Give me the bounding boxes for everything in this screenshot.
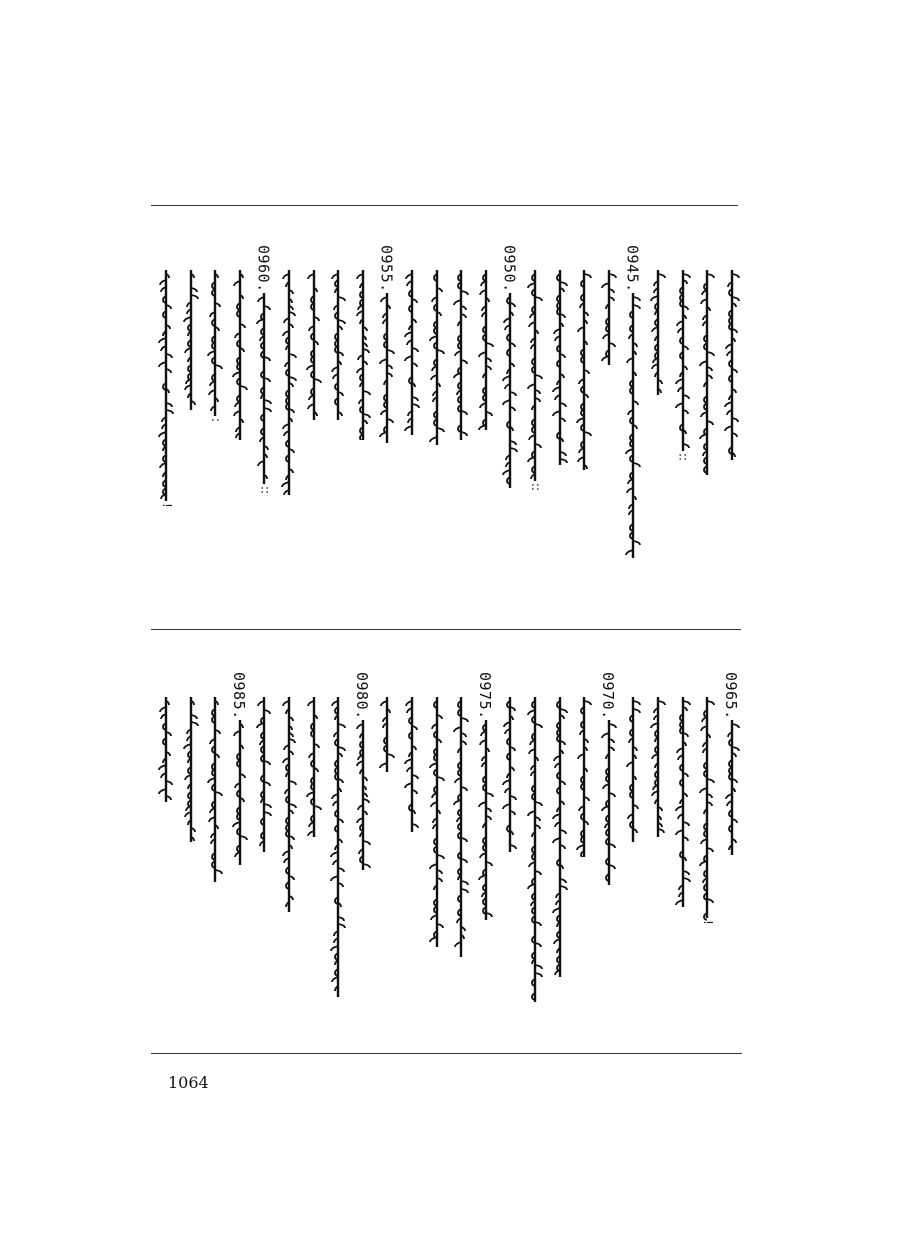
mongolian-script-line (526, 697, 544, 1002)
verse-line (694, 652, 720, 1022)
line-number: 0965. (721, 672, 740, 720)
verse-line (719, 225, 745, 605)
mongolian-script-line (231, 720, 249, 865)
verse-line (202, 652, 228, 1022)
lower-text-block (151, 652, 741, 1022)
verse-line (522, 225, 548, 605)
mongolian-script-line (403, 697, 421, 832)
verse-line (620, 652, 646, 1022)
middle-rule (151, 629, 741, 630)
mongolian-script-line (378, 697, 396, 772)
mongolian-script-line (329, 697, 347, 997)
verse-line (473, 225, 499, 605)
verse-line (670, 225, 696, 605)
punctuation-mark: ! (160, 503, 174, 508)
mongolian-script-line (452, 270, 470, 440)
mongolian-script-line (206, 697, 224, 882)
verse-line (547, 652, 573, 1022)
verse-line (694, 225, 720, 605)
verse-line (374, 225, 400, 605)
punctuation-mark: ! (701, 920, 716, 925)
mongolian-script-line (403, 270, 421, 435)
verse-line (251, 225, 277, 605)
mongolian-script-line (600, 270, 618, 365)
mongolian-script-line (674, 270, 692, 465)
mongolian-script-line (649, 270, 667, 395)
mongolian-script-line (354, 270, 372, 440)
mongolian-script-line (255, 293, 273, 498)
mongolian-script-line (182, 270, 200, 410)
line-number: 0960. (254, 245, 273, 293)
verse-line (325, 652, 351, 1022)
verse-line (399, 652, 425, 1022)
mongolian-script-line (378, 293, 396, 443)
line-number: 0950. (500, 245, 519, 293)
punctuation-mark: :: (676, 453, 691, 462)
mongolian-script-line (354, 720, 372, 870)
verse-line (424, 225, 450, 605)
punctuation-mark: :: (529, 483, 543, 492)
mongolian-script-line (649, 697, 667, 837)
mongolian-script-line (526, 270, 544, 495)
verse-line (497, 652, 523, 1022)
mongolian-script-line (575, 270, 593, 470)
mongolian-script-line (698, 270, 716, 475)
verse-line (276, 652, 302, 1022)
verse-line (547, 225, 573, 605)
verse-line (325, 225, 351, 605)
mongolian-script-line (723, 270, 741, 460)
line-number: 0975. (475, 672, 494, 720)
verse-line (596, 652, 622, 1022)
line-number: 0970. (598, 672, 617, 720)
top-rule (151, 205, 738, 206)
verse-line (251, 652, 277, 1022)
mongolian-script-line (477, 720, 495, 920)
mongolian-script-line (551, 697, 569, 977)
mongolian-script-line (329, 270, 347, 420)
mongolian-script-line (280, 697, 298, 912)
mongolian-script-line (551, 270, 569, 465)
mongolian-script-line (428, 697, 446, 947)
bottom-rule (151, 1053, 742, 1054)
line-number: 0985. (229, 672, 248, 720)
mongolian-script-line (182, 697, 200, 842)
verse-line (350, 225, 376, 605)
verse-line (645, 225, 671, 605)
mongolian-script-line (157, 697, 175, 802)
mongolian-script-line (255, 697, 273, 852)
verse-line (424, 652, 450, 1022)
verse-line (448, 652, 474, 1022)
mongolian-script-line (698, 697, 716, 932)
upper-text-block (151, 225, 741, 605)
verse-line (497, 225, 523, 605)
verse-line (719, 652, 745, 1022)
verse-line (374, 652, 400, 1022)
mongolian-script-line (452, 697, 470, 957)
verse-line (350, 652, 376, 1022)
verse-line (153, 652, 179, 1022)
verse-line (276, 225, 302, 605)
mongolian-script-line (477, 270, 495, 430)
punctuation-mark: :: (258, 486, 273, 495)
verse-line (301, 225, 327, 605)
verse-line (522, 652, 548, 1022)
verse-line (571, 225, 597, 605)
line-number: 0980. (352, 672, 371, 720)
mongolian-script-line (280, 270, 298, 495)
verse-line (178, 225, 204, 605)
punctuation-mark: : (209, 418, 224, 423)
mongolian-script-line (305, 697, 323, 837)
verse-line (473, 652, 499, 1022)
mongolian-script-line (674, 697, 692, 907)
mongolian-script-line (624, 293, 642, 558)
mongolian-script-line (723, 720, 741, 855)
verse-line (399, 225, 425, 605)
page-number: 1064 (168, 1073, 209, 1092)
verse-line (227, 225, 253, 605)
verse-line (153, 225, 179, 605)
mongolian-script-line (305, 270, 323, 420)
line-number: 0945. (623, 245, 642, 293)
mongolian-script-line (600, 720, 618, 885)
verse-line (645, 652, 671, 1022)
verse-line (178, 652, 204, 1022)
verse-line (596, 225, 622, 605)
mongolian-script-line (575, 697, 593, 857)
verse-line (620, 225, 646, 605)
mongolian-script-line (501, 697, 519, 852)
mongolian-script-line (624, 697, 642, 842)
mongolian-script-line (157, 270, 175, 515)
mongolian-script-line (501, 293, 519, 488)
verse-line (227, 652, 253, 1022)
mongolian-script-line (428, 270, 446, 445)
verse-line (670, 652, 696, 1022)
verse-line (202, 225, 228, 605)
line-number: 0955. (377, 245, 396, 293)
verse-line (448, 225, 474, 605)
verse-line (571, 652, 597, 1022)
mongolian-script-line (231, 270, 249, 440)
mongolian-script-line (206, 270, 224, 430)
verse-line (301, 652, 327, 1022)
